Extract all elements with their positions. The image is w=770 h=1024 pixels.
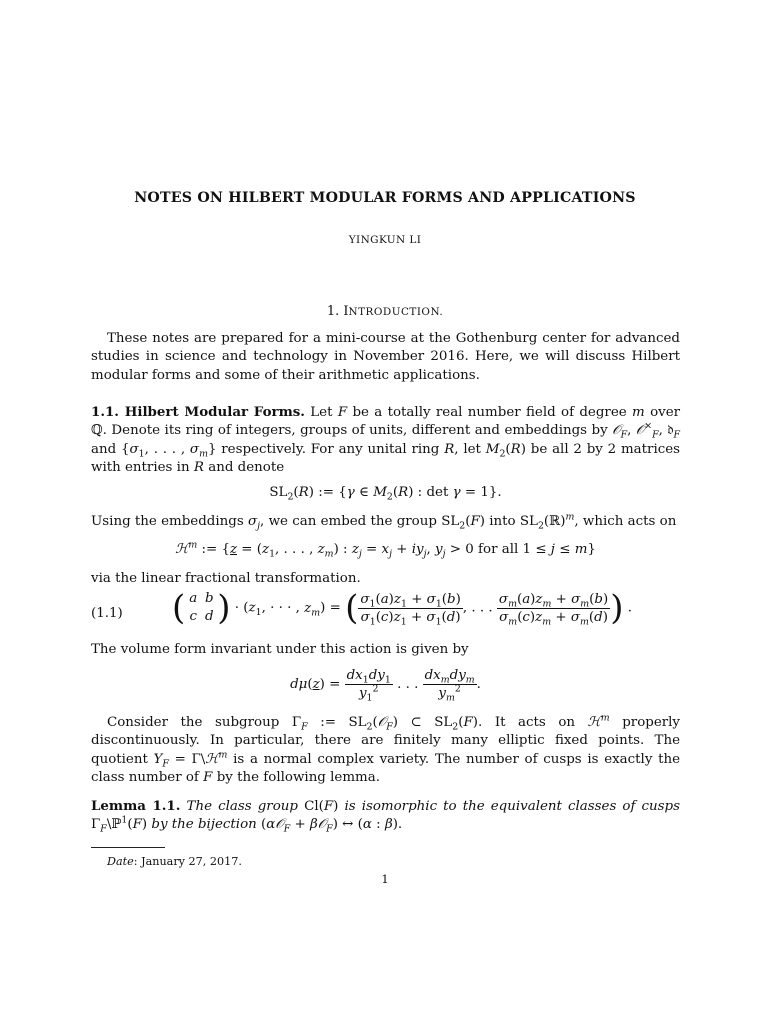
- equation-number: (1.1): [91, 606, 123, 621]
- subsection-paragraph: 1.1. Hilbert Modular Forms. Let F be a totally real number field of degree m over ℚ. Denote its ring of integers, groups of units, different and embeddings by 𝒪$_F$, 𝒪×$_F$, 𝔡$_F$ and {$\sigma_1$, . . . , $\sigma_m$} respectively. For any unital ring R, let $M_2(R)$ be all 2 by 2 matrices with entries in R and denote: [91, 404, 681, 475]
- embedding-paragraph: Using the embeddings $\sigma_j$, we can embed the group $SL_2(F)$ into $SL_2(ℝ)^m$, which acts on: [91, 511, 677, 532]
- footnote-date: Date: January 27, 2017.: [107, 855, 242, 868]
- footnote-rule: [91, 847, 165, 848]
- author-name: YINGKUN LI: [348, 234, 422, 246]
- equation-1-1: ( a b c d ) · ($z_1$, · · · , $z_m$) = ( $\frac{\sigma_1(a)z_1 + \sigma_1(b)}{\sigma_1(c)z_1 + \sigma_1(d)}$ , . . . $\frac{\sigma_m(a)z_m + \sigma_m(b)}{\sigma_m(c)z_m + \sigma_m(d)}$ ) .: [172, 588, 632, 628]
- volume-form-equation: dμ(z) = $\frac{dx_1dy_1}{y_1^2}$ . . . $\frac{dx_mdy_m}{y_m^2}$ .: [290, 668, 481, 704]
- lemma-label: Lemma 1.1.: [91, 798, 181, 814]
- transformation-intro: via the linear fractional transformation.: [91, 571, 361, 586]
- page-number: 1: [381, 872, 389, 886]
- sl2-definition: $SL_2(R)$ := {γ ∈ $M_2(R)$ : det γ = 1}.: [269, 485, 502, 503]
- volume-form-intro: The volume form invariant under this action is given by: [91, 642, 469, 657]
- section-heading: 1. INTRODUCTION.: [326, 304, 444, 319]
- upper-half-space-definition: ℋ$^m$ := {$z = (z_1$, . . . , $z_m$) : $z_j = x_j + iy_j$, $y_j > 0$ for all 1 ≤ j ≤ m}: [175, 539, 596, 560]
- subgroup-paragraph: Consider the subgroup $\Gamma_F$ := $SL_2(𝒪_F)$ ⊂ $SL_2(F)$. It acts on ℋ$^m$ properly discontinuously. In particular, there are finitely many elliptic fixed points. The quotient $Y_F$ = Γ\ℋ$^m$ is a normal complex variety. The number of cusps is exactly the class number of F by the following lemma.: [91, 712, 680, 785]
- intro-paragraph: These notes are prepared for a mini-course at the Gothenburg center for advanced studies in science and technology in November 2016. Here, we will discuss Hilbert modular forms and some of their arithmetic applications.: [91, 331, 680, 383]
- lemma-1-1: Lemma 1.1. The class group Cl(F) is isomorphic to the equivalent classes of cusps $\Gamma_F\backslash ℙ^1(F)$ by the bijection (α𝒪$_F$ + β𝒪$_F$) ↔ (α : β).: [91, 798, 680, 835]
- paper-title: NOTES ON HILBERT MODULAR FORMS AND APPLICATIONS: [134, 190, 636, 206]
- subsection-heading: 1.1. Hilbert Modular Forms.: [91, 404, 305, 420]
